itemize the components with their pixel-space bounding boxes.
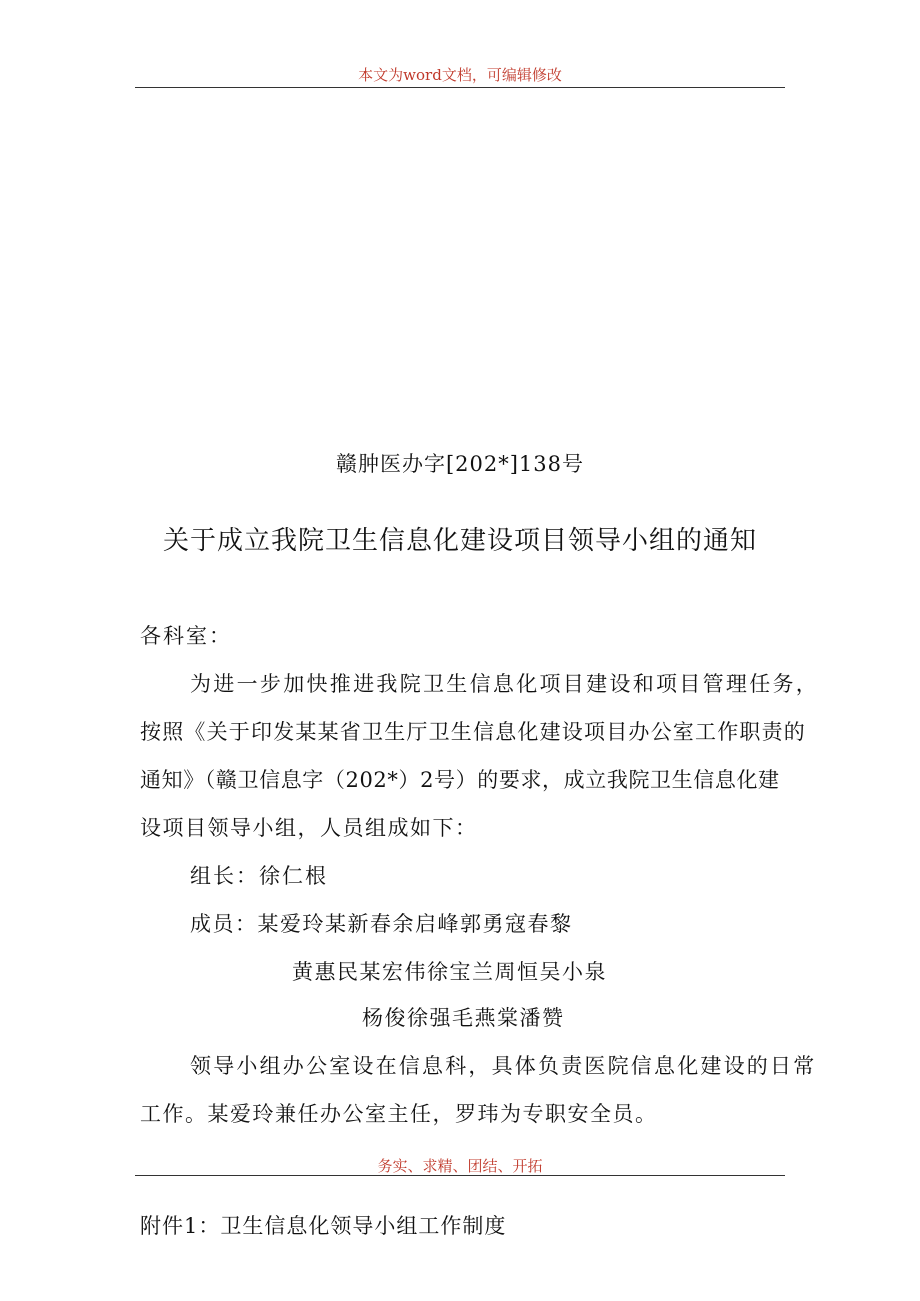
intro-line-3: 通知》（赣卫信息字（202*）2号）的要求，成立我院卫生信息化建 [140, 768, 780, 792]
leader-line: 组长：徐仁根 [190, 864, 328, 888]
office-line-2: 工作。某爱玲兼任办公室主任，罗玮为专职安全员。 [140, 1102, 658, 1126]
members-line-1: 成员：某爱玲某新春余启峰郭勇寇春黎 [190, 912, 573, 936]
footer-motto: 务实、求精、团结、开拓 [377, 1157, 543, 1175]
document-number: 赣肿医办字[202*]138号 [335, 452, 585, 476]
members-line-2: 黄惠民某宏伟徐宝兰周恒吴小泉 [292, 960, 607, 984]
intro-line-2: 按照《关于印发某某省卫生厅卫生信息化建设项目办公室工作职责的 [140, 720, 806, 744]
document-title: 关于成立我院卫生信息化建设项目领导小组的通知 [162, 526, 757, 556]
footer-divider [135, 1175, 785, 1176]
salutation: 各科室： [140, 624, 232, 648]
intro-line-4: 设项目领导小组，人员组成如下： [140, 816, 478, 840]
office-line-1: 领导小组办公室设在信息科，具体负责医院信息化建设的日常 [190, 1054, 817, 1078]
intro-line-1: 为进一步加快推进我院卫生信息化项目建设和项目管理任务， [190, 672, 820, 696]
header-divider [135, 87, 785, 88]
header-note: 本文为word文档，可编辑修改 [358, 66, 562, 84]
attachment-label: 附件1：卫生信息化领导小组工作制度 [140, 1214, 507, 1238]
members-line-3: 杨俊徐强毛燕棠潘赞 [362, 1006, 565, 1030]
